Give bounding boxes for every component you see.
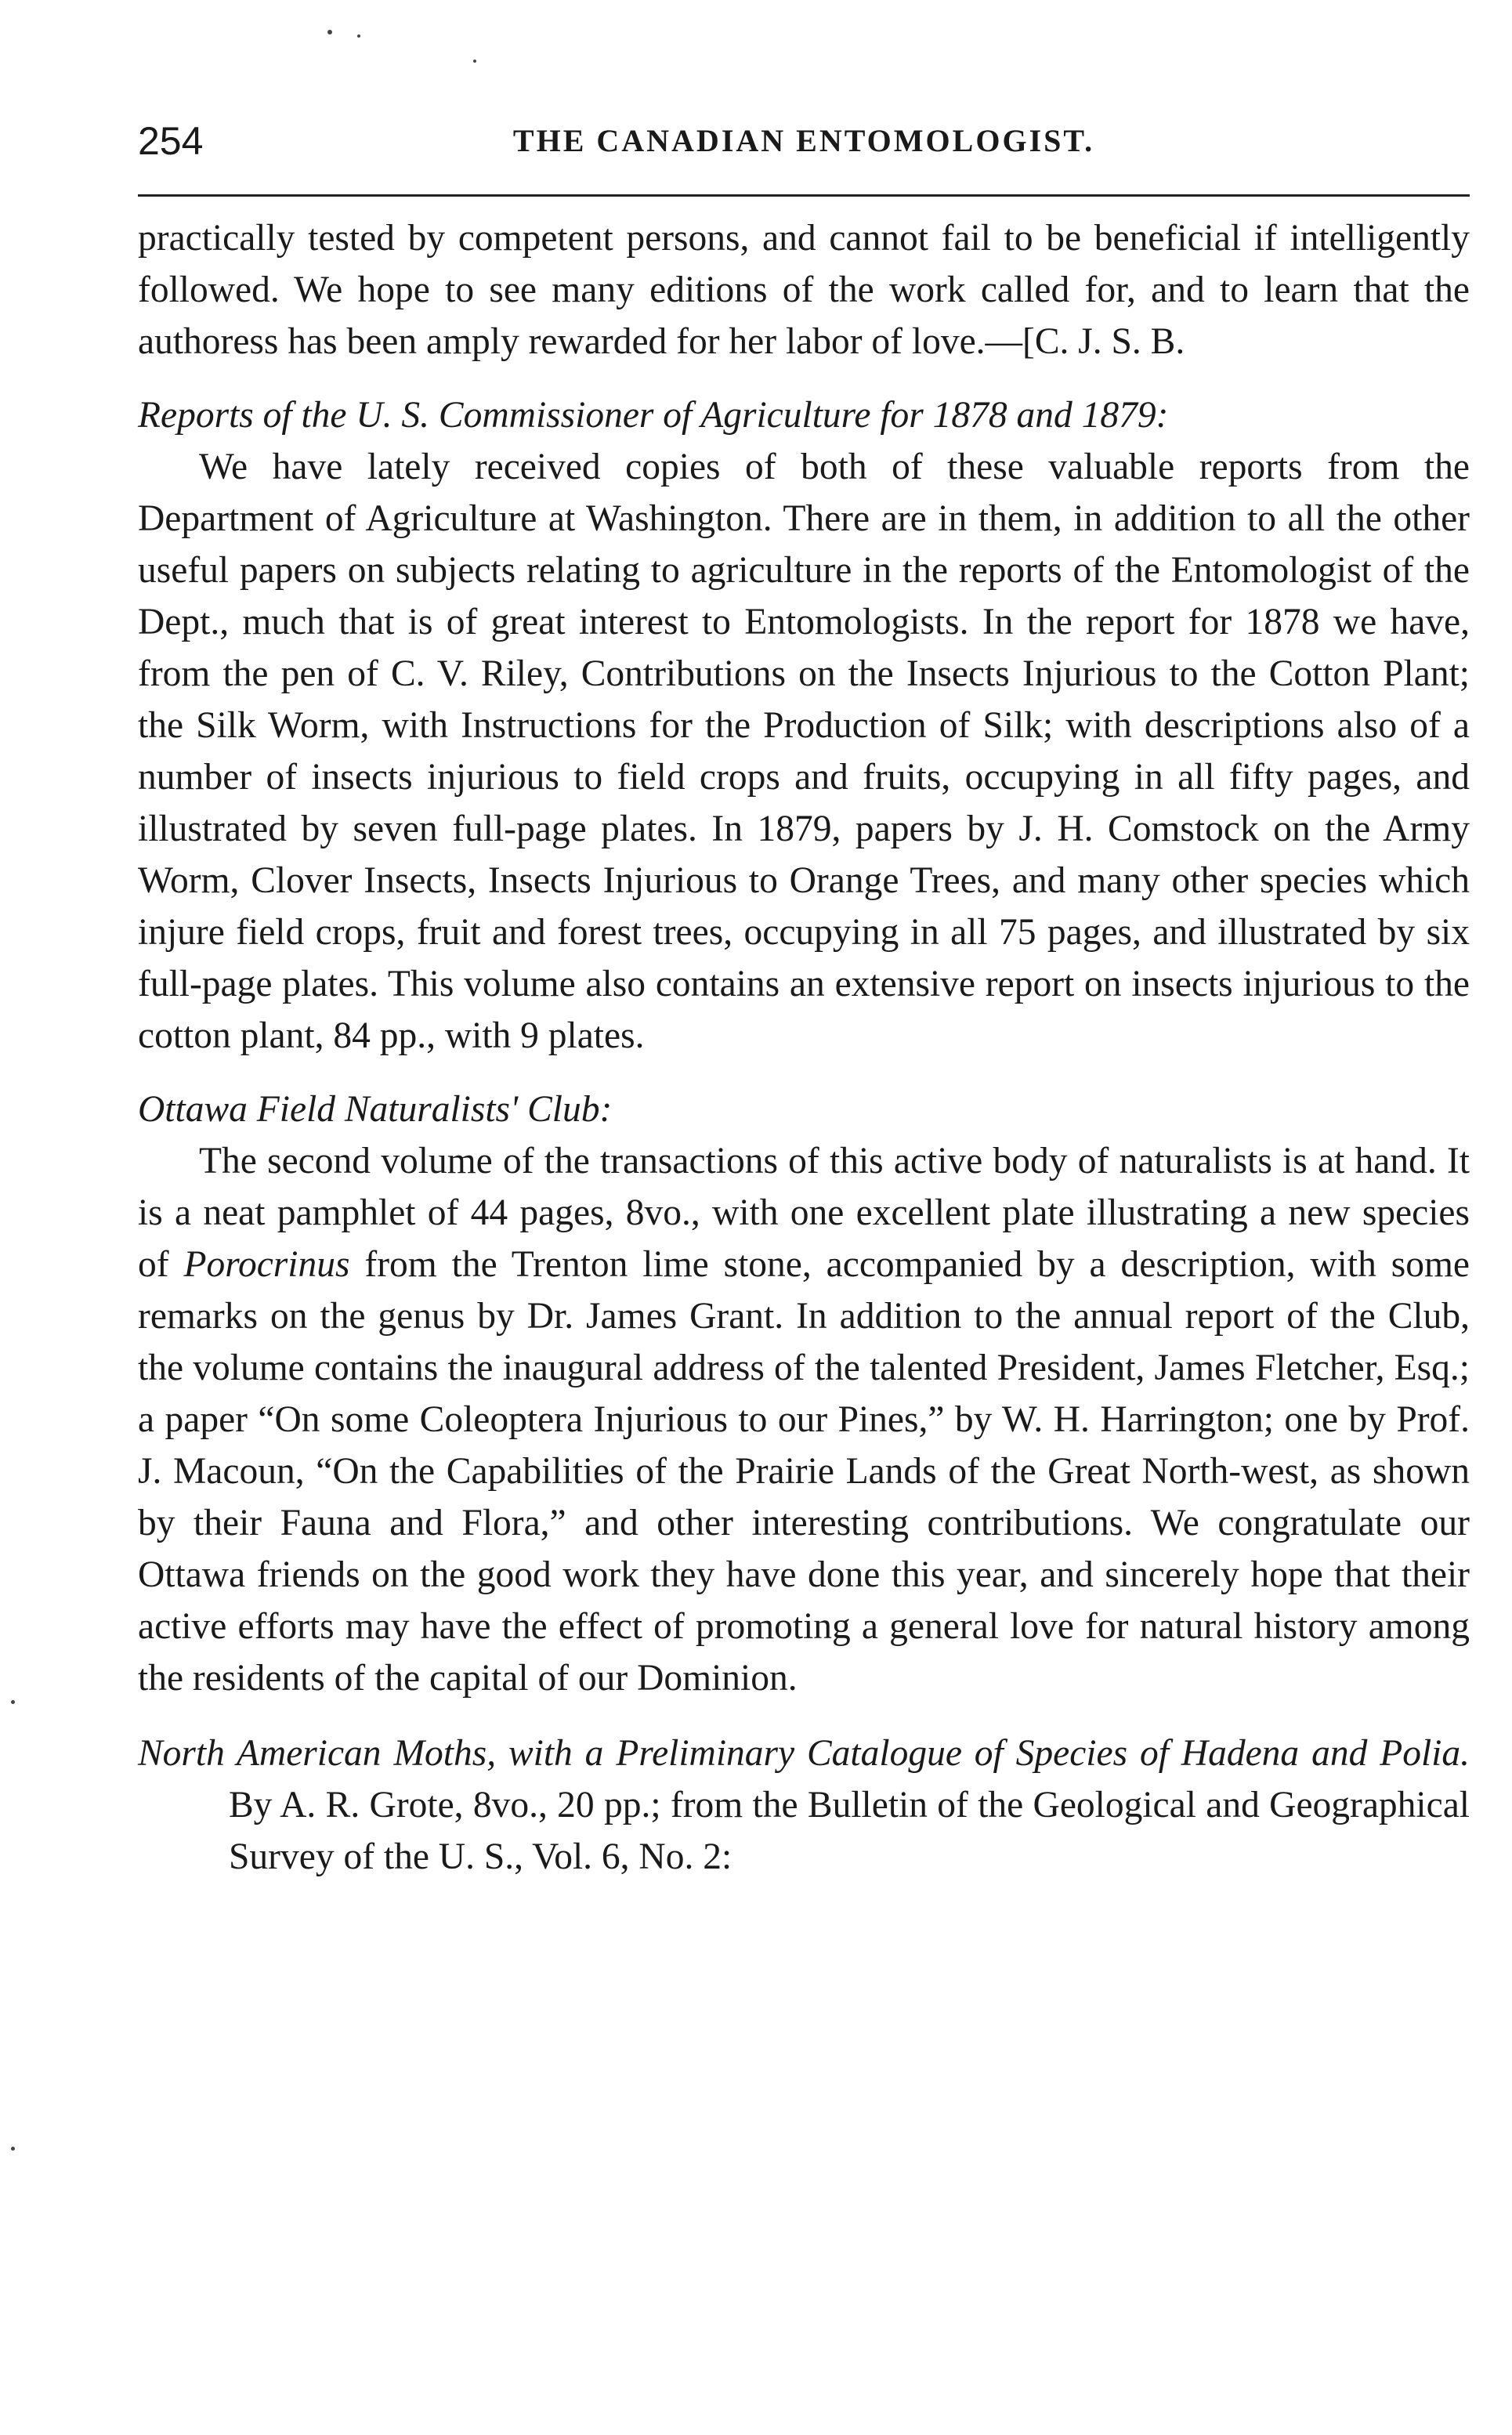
- review-heading: Ottawa Field Naturalists' Club:: [138, 1089, 613, 1130]
- review-body: We have lately received copies of both of these valuable reports from the Department of Agriculture at Washington. There are in them, in addition to all the other useful papers on subjects relating to agriculture in the reports of the Entomologist of the Dept., much that is of great interest to Entomologists. In the report for 1878 we have, from the pen of C. V. Riley, Contributions on the Insects Injurious to the Cotton Plant; the Silk Worm, with Instructions for the Production of Silk; with descriptions also of a number of insects injurious to field crops and fruits, occupying in all fifty pages, and illustrated by seven full-page plates. In 1879, papers by J. H. Comstock on the Army Worm, Clover Insects, Insects Injurious to Orange Trees, and many other species which injure field crops, fruit and forest trees, occupying in all 75 pages, and illustrated by six full-page plates. This volume also contains an extensive report on insects injurious to the cotton plant, 84 pp., with 9 plates.: [138, 447, 1470, 1056]
- review-heading: Reports of the U. S. Commissioner of Agriculture for 1878 and 1879:: [138, 395, 1169, 436]
- review-body-part: from the Trenton lime stone, accompanied by a description, with some remarks on the genus by Dr. James Grant. In addition to the annual report of the Club, the volume contains the inaugural address of the talented President, James Fletcher, Esq.; a paper “On some Coleoptera Injurious to our Pines,” by W. H. Harrington; one by Prof. J. Macoun, “On the Capabilities of the Prairie Lands of the Great North-west, as shown by their Fauna and Flora,” and other interesting contributions. We congratulate our Ottawa friends on the good work they have done this year, and sincerely hope that their active efforts may have the effect of promoting a general love for natural history among the residents of the capital of our Dominion.: [138, 1244, 1470, 1699]
- review-ottawa-club: [138, 1084, 1470, 1704]
- print-speck: [11, 1700, 15, 1704]
- continuation-paragraph: practically tested by competent persons, and cannot fail to be beneficial if intelligently followed. We hope to see many editions of the work called for, and to learn that the authoress has been amply rewarded for her labor of love.—[C. J. S. B.: [138, 218, 1470, 362]
- review-citation: By A. R. Grote, 8vo., 20 pp.; from the Bulletin of the Geological and Geographical Survey of the U. S., Vol. 6, No. 2:: [229, 1785, 1470, 1877]
- review-entry: [138, 1728, 1470, 1883]
- review-north-american-moths: [138, 1728, 1470, 1883]
- header-rule: [138, 194, 1470, 197]
- print-speck: [357, 34, 360, 38]
- review-title: North American Moths, with a Preliminary Catalogue of Species of Hadena and Polia.: [138, 1733, 1470, 1774]
- review-agriculture-reports: [138, 389, 1470, 1062]
- review-body: [138, 1135, 1470, 1704]
- print-speck: [327, 30, 332, 34]
- review-body-part: The second volume of the transactions of this active body of naturalists is at hand. It is a neat pamphlet of 44 pages, 8vo., with one excellent plate illustrating a new species of: [138, 1141, 1470, 1285]
- page-number: 254: [138, 119, 204, 163]
- page: [138, 118, 1470, 1883]
- print-speck: [473, 60, 476, 63]
- journal-title: THE CANADIAN ENTOMOLOGIST.: [512, 123, 1095, 158]
- genus-name: Porocrinus: [183, 1244, 350, 1285]
- running-head: [138, 118, 1470, 165]
- print-speck: [11, 2147, 15, 2151]
